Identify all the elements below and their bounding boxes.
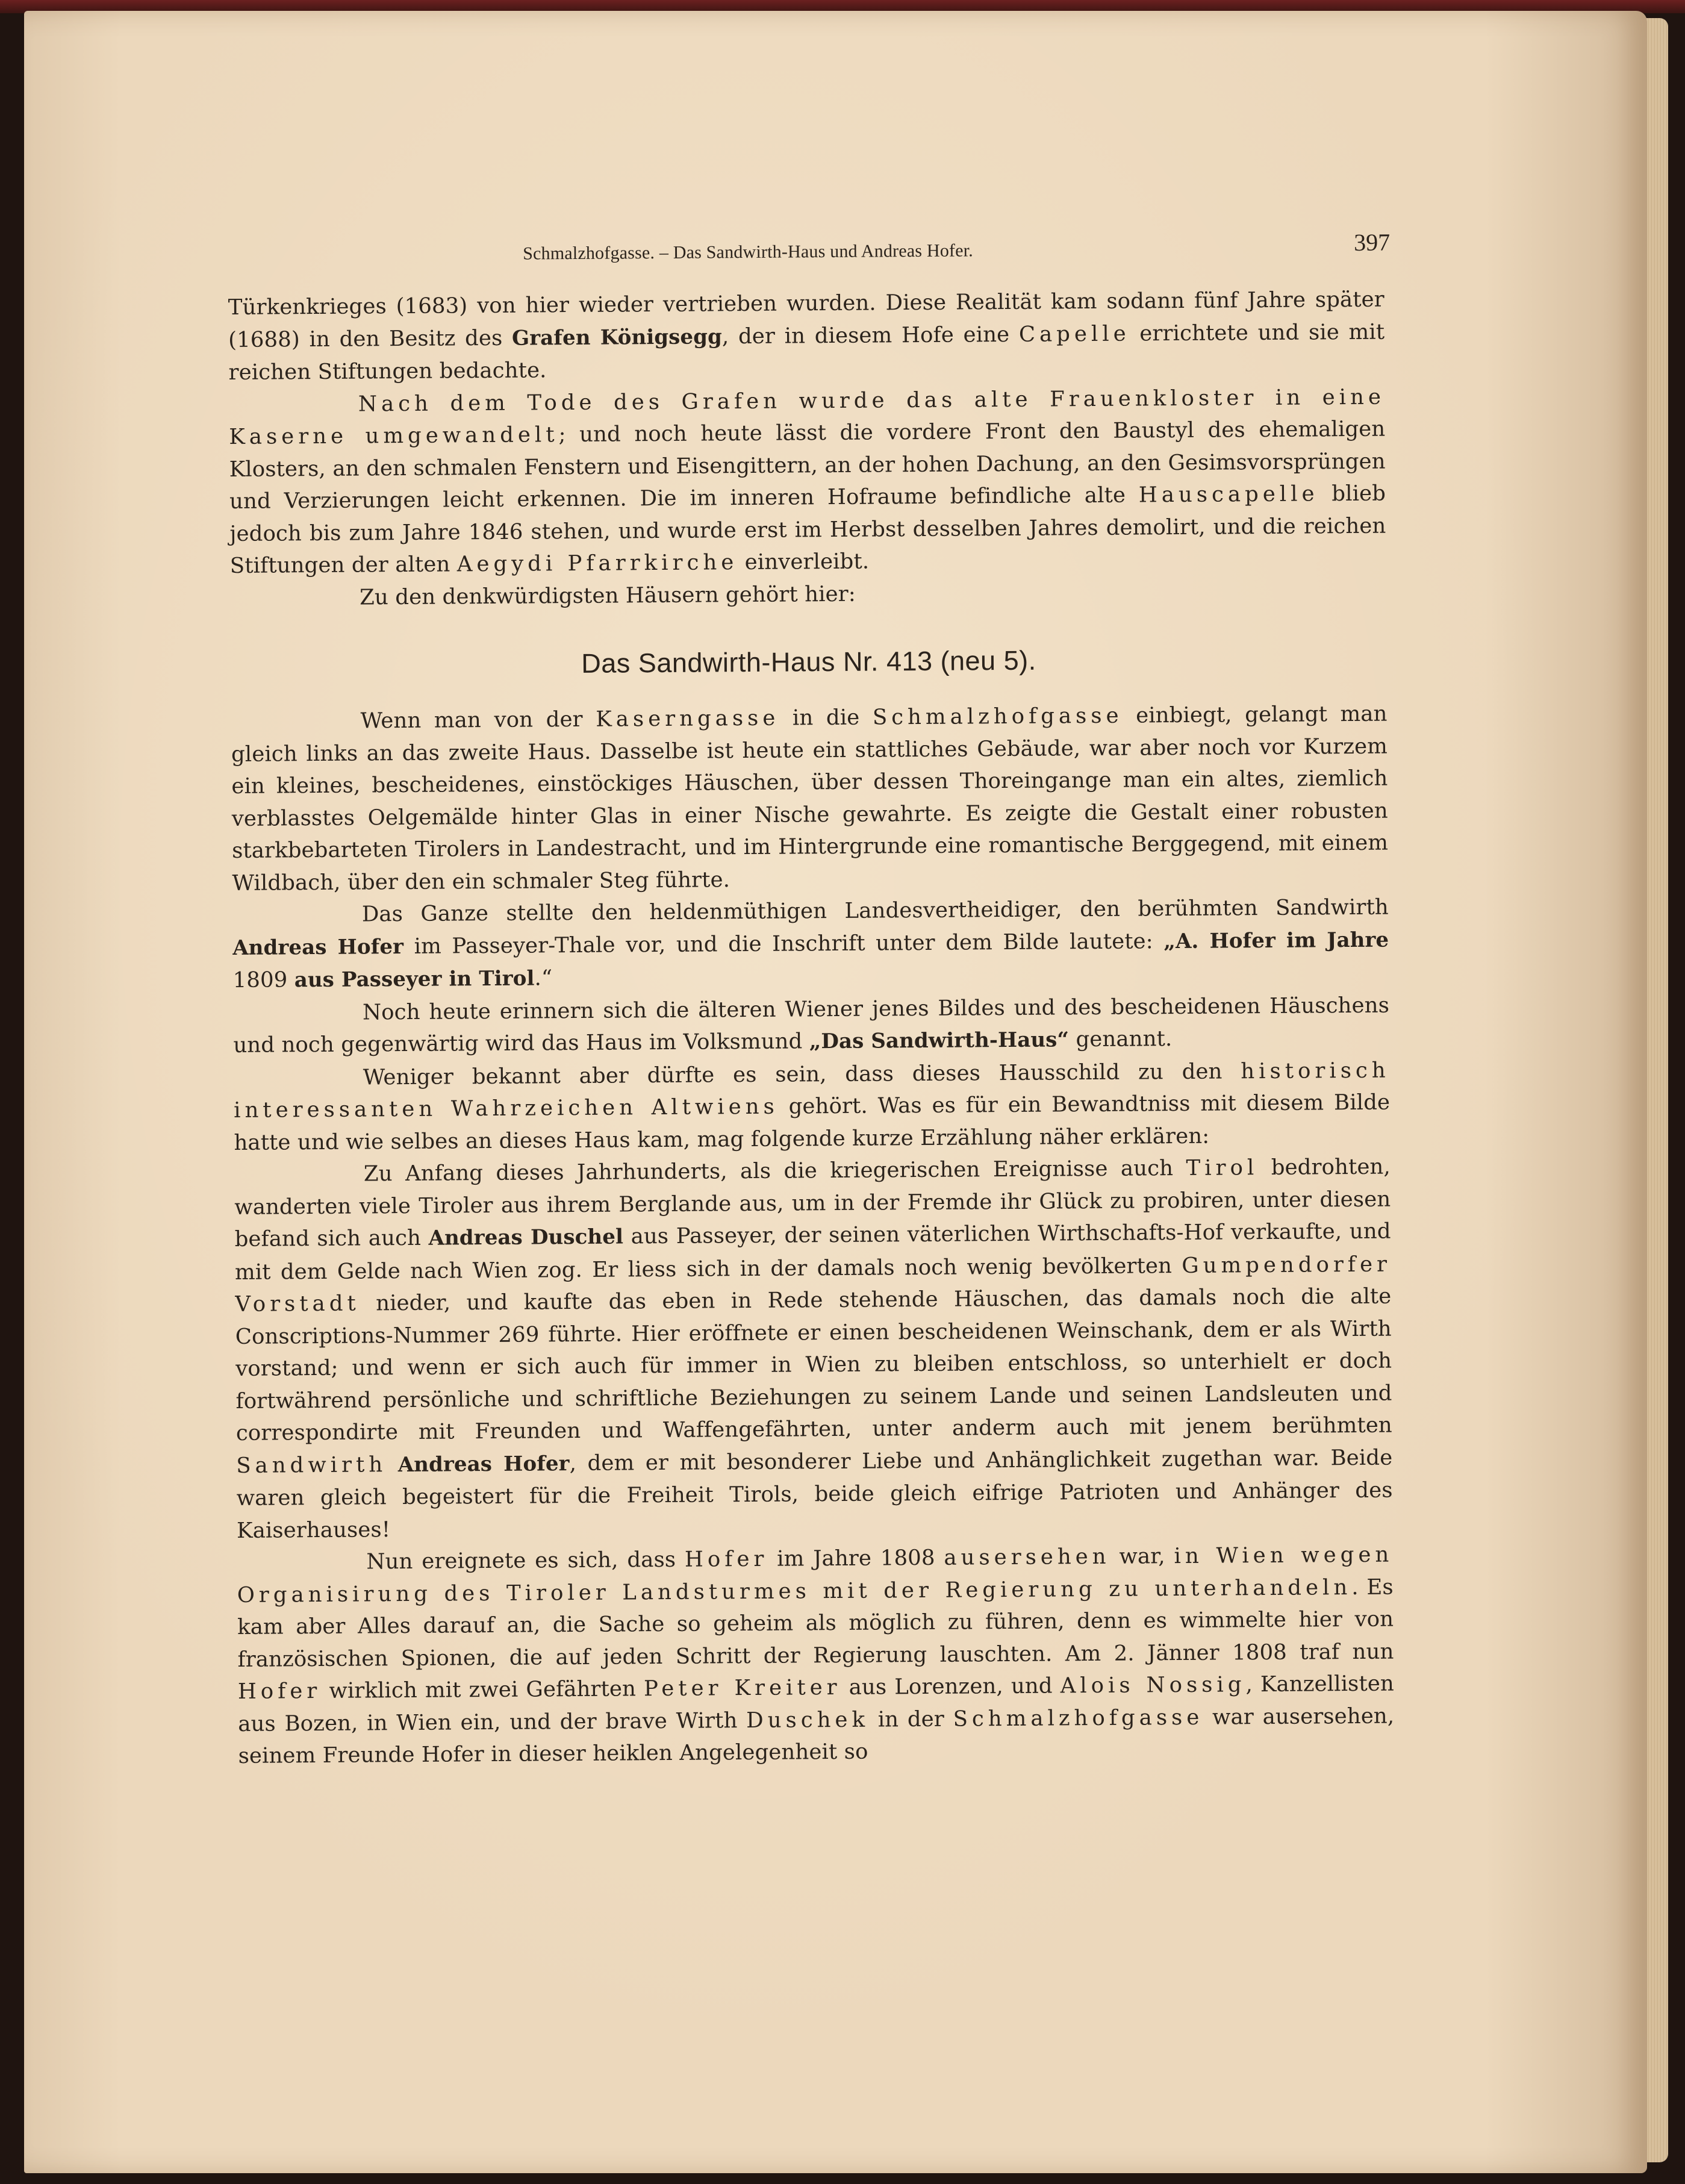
text-run: Nun ereignete es sich, dass [366,1547,685,1574]
text-run: wirklich mit zwei Gefährten [321,1676,644,1703]
spaced-text: Capelle [1018,321,1130,347]
text-run: gehört. Was es für ein Bewandtniss mit diesem Bilde hatte und wie selbes an dieses Haus kam, mag folgende kurze Erzählung näher erklären: [234,1090,1391,1155]
text-run: , der in diesem Hofe eine [721,322,1020,349]
spaced-text: Hofer [684,1546,768,1572]
text-run: war ausersehen, seinem Freunde Hofer in dieser heiklen Angelegenheit so [238,1703,1395,1768]
spaced-text: Nach dem Tode des Grafen wurde das alte Frauenkloster in eine Kaserne umgewandelt [229,384,1386,449]
emphasized-name: Grafen Königsegg [511,324,723,351]
spaced-text: Hauscapelle [1138,481,1319,508]
paragraph [237,1539,1395,1773]
spaced-text: in Wien wegen Organisirung des Tiroler Landsturmes mit der Regierung zu unterhandeln [237,1542,1394,1608]
text-run: im Passeyer-Thale vor, und die Inschrift unter dem Bilde lautete: [403,928,1164,959]
spaced-text: historisch interessanten Wahrzeichen Altwiens [233,1058,1390,1123]
text-run: genannt. [1068,1026,1173,1052]
text-run: Noch heute erinnern sich die älteren Wiener jenes Bildes und des bescheidenen Häuschens und noch gegenwärtig wird das Haus im Volksmund [233,993,1390,1058]
spaced-text: Hofer [237,1678,322,1704]
text-run: Zu Anfang dieses Jahrhunderts, als die kriegerischen Ereignisse auch [363,1155,1186,1187]
text-run: Das Ganze stellte den heldenmüthigen Landesvertheidiger, den berühmten Sandwirth [361,894,1389,927]
spaced-text: Kaserngasse [596,705,780,732]
text-run: ; und noch heute lässt die vordere Front den Baustyl des ehemaligen Klosters, an den schmalen Fenstern und Eisengittern, an der hohen Dachung, an den Gesimsvorsprüngen und Verzierungen leicht erkennen. Die im inneren Hofraume befindliche alte [229,416,1386,514]
spaced-text: ausersehen [944,1544,1110,1570]
page-text-block [228,228,1395,1773]
text-run: errichtete und sie mit reichen Stiftungen bedachte. [228,319,1385,385]
paragraph [234,1151,1393,1547]
text-run: Wenn man von der [360,707,596,734]
spaced-text: Duschek [746,1707,870,1733]
section-heading: Das Sandwirth-Haus Nr. 413 (neu 5). [581,644,1036,679]
emphasized-name: Andreas Hofer [232,934,404,960]
text-run [387,1452,398,1477]
spaced-text: Schmalzhofgasse [953,1705,1204,1732]
intro-section [228,284,1387,614]
text-run: Zu den denkwürdigsten Häusern gehört hier: [360,581,856,610]
text-run: einbiegt, gelangt man gleich links an das zweite Haus. Dasselbe ist heute ein stattliches Gebäude, war aber noch vor Kurzem ein kleines, bescheidenes, einstöckiges Häuschen, über dessen Thoreingange man ein altes, ziemlich verblasstes Oelgemälde hinter Glas in einer Nische gewahrte. Es zeigte die Gestalt einer robusten starkbebarteten Tirolers in Landestracht, und im Hintergrunde eine romantische Berggegend, mit einem Wildbach, über den ein schmaler Steg führte. [231,701,1389,896]
text-run: blieb jedoch bis zum Jahre 1846 stehen, und wurde erst im Herbst desselben Jahres demolirt, und die reichen Stiftungen der alten [229,481,1386,578]
text-run: 1809 [232,967,294,993]
paragraph [231,698,1388,899]
page-number: 397 [1353,228,1391,256]
emphasized-name: „A. Hofer im Jahre [1163,928,1389,953]
text-run: , Kanzellisten aus Bozen, in Wien ein, und der brave Wirth [238,1671,1394,1736]
spaced-text: Tirol [1186,1155,1259,1181]
running-title: Schmalzhofgasse. – Das Sandwirth-Haus und Andreas Hofer. [523,240,974,264]
text-run: . Es kam aber Alles darauf an, die Sache so geheim als möglich zu führen, denn es wimmelte hier von französischen Spionen, die auf jeden Schritt der Regierung lauschten. Am 2. Jänner 1808 traf nun [237,1574,1394,1672]
text-run: im Jahre 1808 [768,1545,944,1571]
text-run: Türkenkrieges (1683) von hier wieder vertrieben wurden. Diese Realität kam sodann fünf Jahre später (1688) in den Besitz des [228,287,1384,352]
emphasized-name: „Das Sandwirth-Haus“ [809,1028,1070,1054]
text-run: in die [779,705,873,731]
spaced-text: Sandwirth [236,1452,387,1478]
paragraph [233,989,1390,1062]
text-run: Weniger bekannt aber dürfte es sein, dass dieses Hausschild zu den [363,1058,1241,1090]
spaced-text: Schmalzhofgasse [872,703,1123,730]
emphasized-name: Andreas Duschel [428,1225,624,1250]
text-run: war, [1110,1544,1174,1569]
paragraph [232,891,1389,997]
emphasized-name: Andreas Hofer [397,1451,570,1477]
running-head [228,228,1391,272]
spaced-text: Alois Nossig [1060,1672,1246,1699]
paragraph [229,381,1386,582]
text-run: nieder, und kaufte das eben in Rede stehende Häuschen, das damals noch die alte Conscriptions-Nummer 269 führte. Hier eröffnete er einen bescheidenen Weinschank, dem er als Wirth vorstand; und wenn er sich auch für immer in Wien zu bleiben entschloss, so unterhielt er doch fortwährend persönliche und schriftliche Beziehungen zu seinem Lande und seinen Landsleuten und correspondirte mit Freunden und Waffengefährten, unter anderm auch mit jenem berühmten [235,1284,1392,1446]
paragraph [228,284,1385,389]
body-section [231,698,1394,1773]
text-run: aus Lorenzen, und [841,1673,1061,1700]
spaced-text: Gumpendorfer Vorstadt [235,1252,1392,1317]
text-run: einverleibt. [738,549,870,575]
text-run: , dem er mit besonderer Liebe und Anhänglichkeit zugethan war. Beide waren gleich begeistert für die Freiheit Tirols, beide gleich eifrige Patrioten und Anhänger des Kaiserhauses! [236,1445,1393,1543]
spaced-text: Peter Kreiter [643,1674,841,1702]
text-run: .“ [534,966,553,991]
emphasized-name: aus Passeyer in Tirol [294,966,535,993]
text-run: aus Passeyer, der seinen väterlichen Wirthschafts-Hof verkaufte, und mit dem Gelde nach Wien zog. Er liess sich in der damals noch wenig bevölkerten [234,1218,1391,1285]
paragraph [234,1054,1391,1159]
text-run: in der [868,1706,953,1732]
text-run: bedrohten, wanderten viele Tiroler aus ihrem Berglande aus, um in der Fremde ihr Glück zu probiren, unter diesen befand sich auch [234,1154,1391,1252]
spaced-text: Aegydi Pfarrkirche [456,550,738,577]
